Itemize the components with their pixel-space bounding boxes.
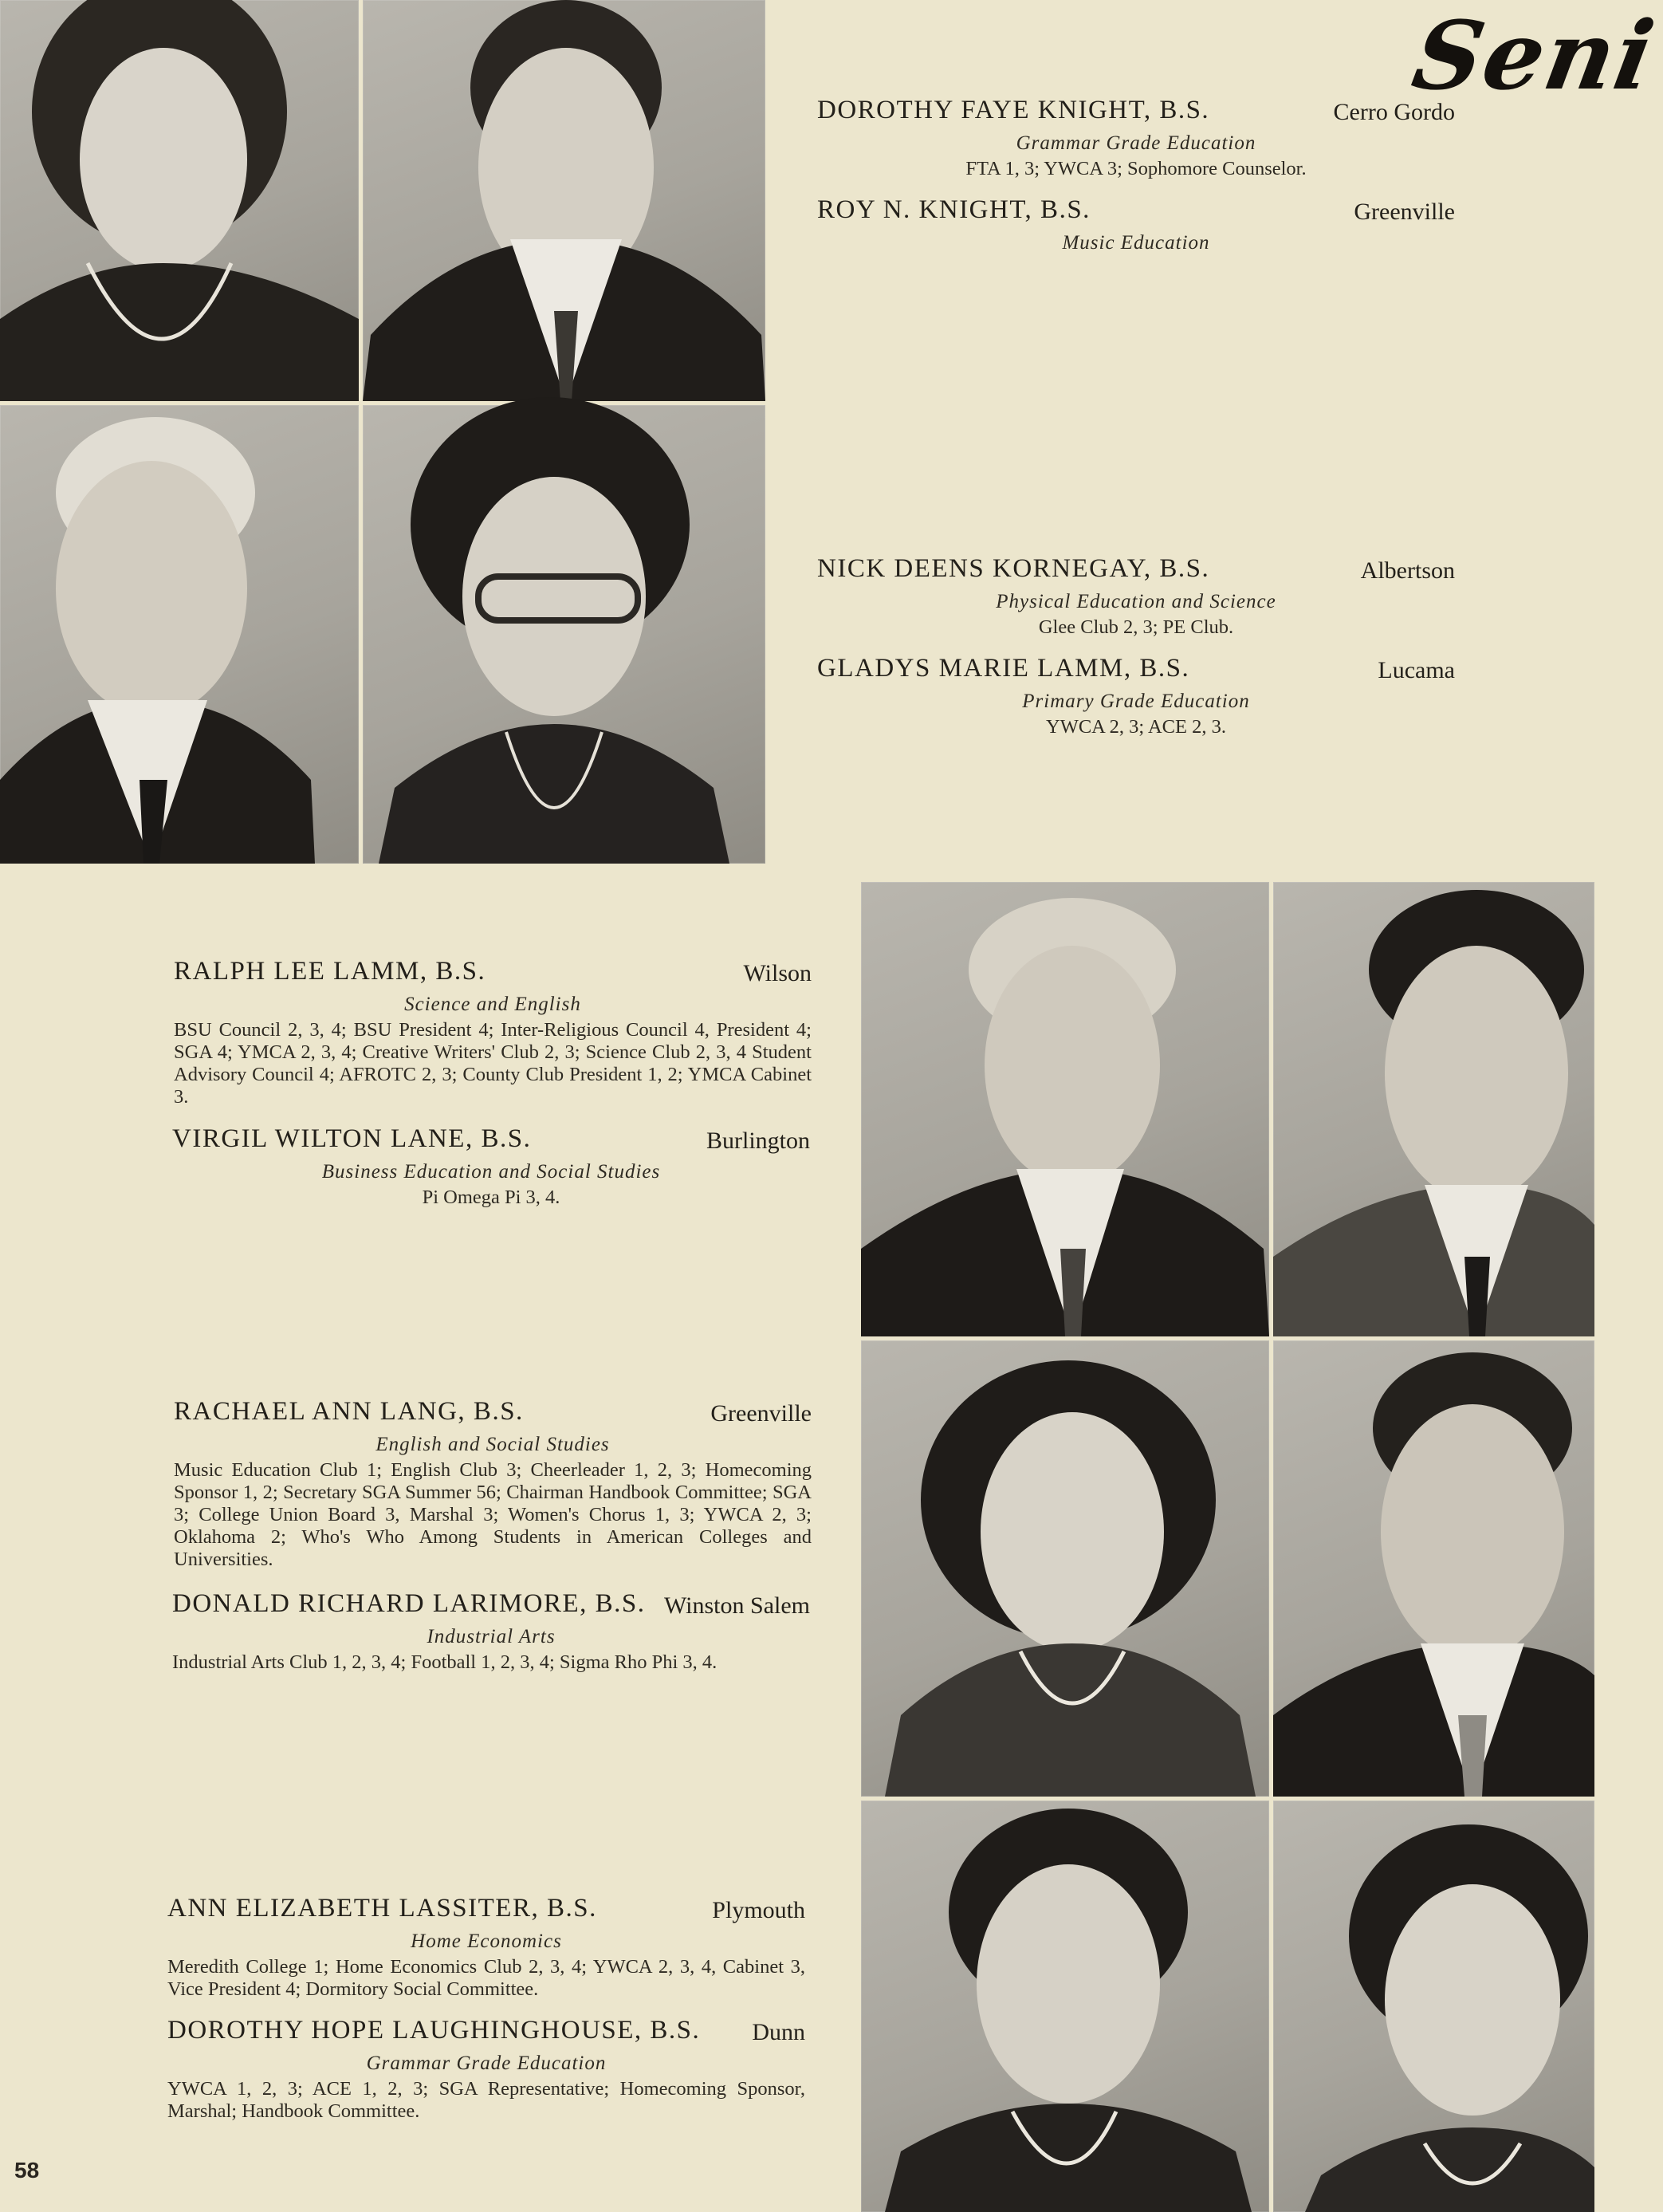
student-name: DOROTHY HOPE LAUGHINGHOUSE, B.S. (167, 2016, 701, 2045)
portrait-photo (861, 1801, 1269, 2212)
portrait-photo (861, 882, 1269, 1336)
student-hometown: Winston Salem (664, 1592, 810, 1619)
student-hometown: Dunn (752, 2019, 805, 2045)
portrait-photo (363, 0, 765, 401)
student-hometown: Albertson (1360, 557, 1455, 584)
student-hometown: Burlington (706, 1128, 810, 1154)
student-major: Grammar Grade Education (1016, 132, 1256, 154)
student-name: DONALD RICHARD LARIMORE, B.S. (172, 1589, 646, 1618)
student-name: RALPH LEE LAMM, B.S. (174, 957, 486, 986)
student-major: Music Education (1062, 232, 1210, 254)
student-activities: FTA 1, 3; YWCA 3; Sophomore Counselor. (965, 158, 1307, 179)
student-activities: Meredith College 1; Home Economics Club 2, 3, 4; YWCA 2, 3, 4, Cabinet 3, Vice President 4; Dormitory Social Committee. (167, 1956, 805, 2000)
student-hometown: Plymouth (712, 1897, 805, 1923)
student-activities: YWCA 2, 3; ACE 2, 3. (1046, 716, 1226, 738)
student-major: Business Education and Social Studies (321, 1161, 661, 1183)
student-activities: BSU Council 2, 3, 4; BSU President 4; Inter-Religious Council 4, President 4; SGA 4; YMCA 2, 3, 4; Creative Writers' Club 2, 3; Science Club 2, 3, 4 Student Advisory Council 4; AFROTC 2, 3; County Club President 1, 2; YMCA Cabinet 3. (174, 1019, 812, 1108)
student-name: GLADYS MARIE LAMM, B.S. (817, 654, 1190, 683)
senior-entry (167, 1894, 805, 2001)
portrait-photo (0, 405, 359, 864)
senior-entry (174, 1397, 812, 1571)
student-activities: Music Education Club 1; English Club 3; Cheerleader 1, 2, 3; Homecoming Sponsor 1, 2; Secretary SGA Summer 56; Chairman Handbook Committee; SGA 3; College Union Board 3, Marshal 3; Women's Chorus 1, 3; YWCA 2, 3; Oklahoma 2; Who's Who Among Students in American Colleges and Universities. (174, 1459, 812, 1570)
student-major: Home Economics (411, 1931, 562, 1952)
student-activities: Industrial Arts Club 1, 2, 3, 4; Football 1, 2, 3, 4; Sigma Rho Phi 3, 4. (172, 1651, 717, 1673)
page-number: 58 (14, 2158, 40, 2182)
student-name: NICK DEENS KORNEGAY, B.S. (817, 554, 1210, 583)
student-hometown: Wilson (743, 960, 812, 986)
student-major: Primary Grade Education (1022, 691, 1250, 712)
student-hometown: Greenville (1354, 199, 1455, 225)
student-activities: Pi Omega Pi 3, 4. (422, 1187, 560, 1208)
student-major: Grammar Grade Education (366, 2053, 607, 2074)
student-name: ROY N. KNIGHT, B.S. (817, 195, 1091, 224)
student-hometown: Greenville (710, 1400, 812, 1427)
senior-entry (817, 554, 1455, 639)
portrait-photo (1273, 1801, 1594, 2212)
portrait-photo (0, 0, 359, 401)
senior-entry (817, 195, 1455, 258)
student-hometown: Cerro Gordo (1333, 99, 1455, 125)
senior-entry (817, 654, 1455, 738)
student-major: Industrial Arts (427, 1626, 556, 1647)
student-activities: Glee Club 2, 3; PE Club. (1038, 616, 1234, 638)
portrait-photo (1273, 882, 1594, 1336)
senior-entry (172, 1589, 810, 1674)
senior-entry (167, 2016, 805, 2123)
student-activities: YWCA 1, 2, 3; ACE 1, 2, 3; SGA Representative; Homecoming Sponsor, Marshal; Handbook Committee. (167, 2078, 805, 2122)
student-name: DOROTHY FAYE KNIGHT, B.S. (817, 96, 1210, 124)
senior-entry (817, 96, 1455, 180)
portrait-photo (1273, 1340, 1594, 1797)
student-major: Science and English (404, 994, 581, 1015)
senior-entry (174, 957, 812, 1108)
section-title: Seni (1405, 0, 1663, 111)
student-major: Physical Education and Science (996, 591, 1276, 612)
student-name: VIRGIL WILTON LANE, B.S. (172, 1124, 532, 1153)
student-name: RACHAEL ANN LANG, B.S. (174, 1397, 524, 1426)
student-major: English and Social Studies (375, 1434, 610, 1455)
senior-entry (172, 1124, 810, 1209)
portrait-photo (363, 405, 765, 864)
student-name: ANN ELIZABETH LASSITER, B.S. (167, 1894, 597, 1923)
portrait-photo (861, 1340, 1269, 1797)
student-hometown: Lucama (1378, 657, 1455, 683)
